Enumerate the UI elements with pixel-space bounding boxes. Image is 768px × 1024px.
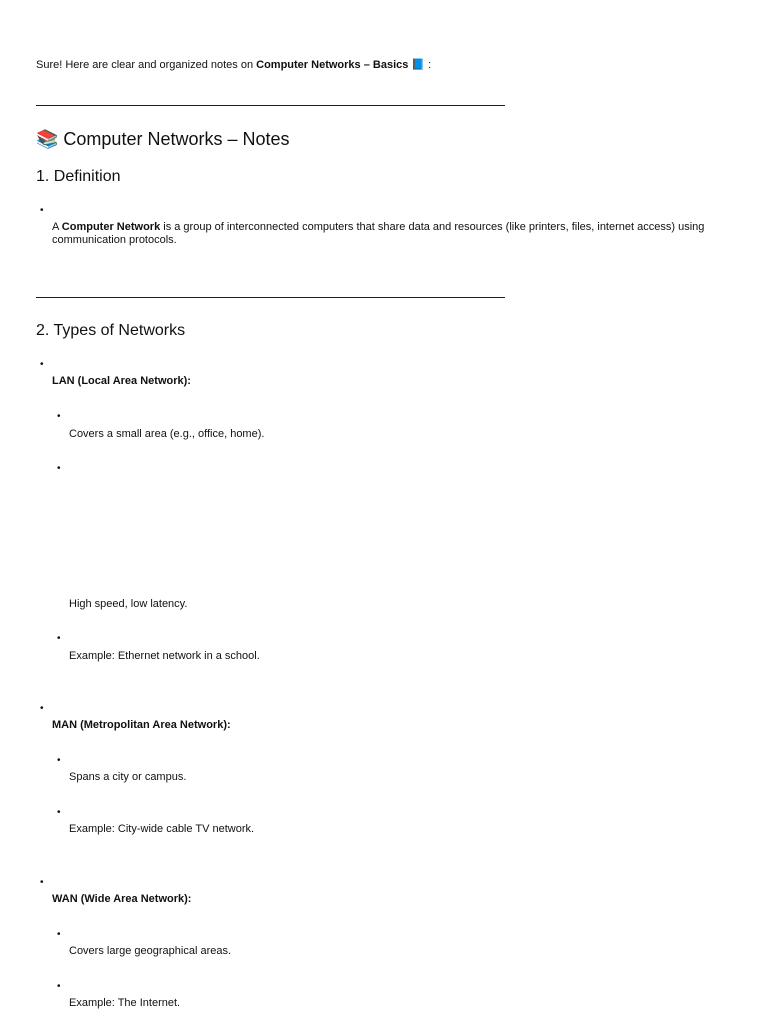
man-point: Example: City-wide cable TV network. xyxy=(69,823,255,835)
intro-prefix: Sure! Here are clear and organized notes on xyxy=(36,59,257,71)
bullet xyxy=(57,756,61,766)
bullet xyxy=(57,634,61,644)
divider xyxy=(36,105,505,106)
man-label: MAN (Metropolitan Area Network): xyxy=(52,719,231,731)
wan-point: Covers large geographical areas. xyxy=(69,945,232,957)
divider xyxy=(36,297,505,298)
intro-line xyxy=(36,58,431,72)
bullet xyxy=(57,464,61,474)
definition-heading: 1. Definition xyxy=(36,168,121,185)
bullet xyxy=(57,930,61,940)
bullet xyxy=(57,982,61,992)
bullet xyxy=(57,808,61,818)
intro-topic: Computer Networks – Basics 📘 xyxy=(256,59,426,71)
wan-label: WAN (Wide Area Network): xyxy=(52,893,192,905)
definition-text-after: is a group of interconnected computers that share data and resources (like printers, files, internet access) using communication protocols. xyxy=(52,221,705,246)
types-heading: 2. Types of Networks xyxy=(36,322,186,339)
lan-point: High speed, low latency. xyxy=(69,598,188,610)
intro-suffix: : xyxy=(425,59,432,71)
lan-point: Example: Ethernet network in a school. xyxy=(69,650,260,662)
bullet xyxy=(40,206,44,216)
definition-term: Computer Network xyxy=(61,221,161,233)
bullet xyxy=(57,412,61,422)
bullet xyxy=(40,704,44,714)
man-point: Spans a city or campus. xyxy=(69,771,187,783)
page-title: 📚 Computer Networks – Notes xyxy=(36,129,290,149)
lan-label: LAN (Local Area Network): xyxy=(52,375,191,387)
bullet xyxy=(40,878,44,888)
lan-point: Covers a small area (e.g., office, home). xyxy=(69,428,265,440)
wan-point: Example: The Internet. xyxy=(69,997,181,1009)
definition-text xyxy=(52,221,732,247)
bullet xyxy=(40,360,44,370)
definition-text-before: A xyxy=(52,221,62,233)
